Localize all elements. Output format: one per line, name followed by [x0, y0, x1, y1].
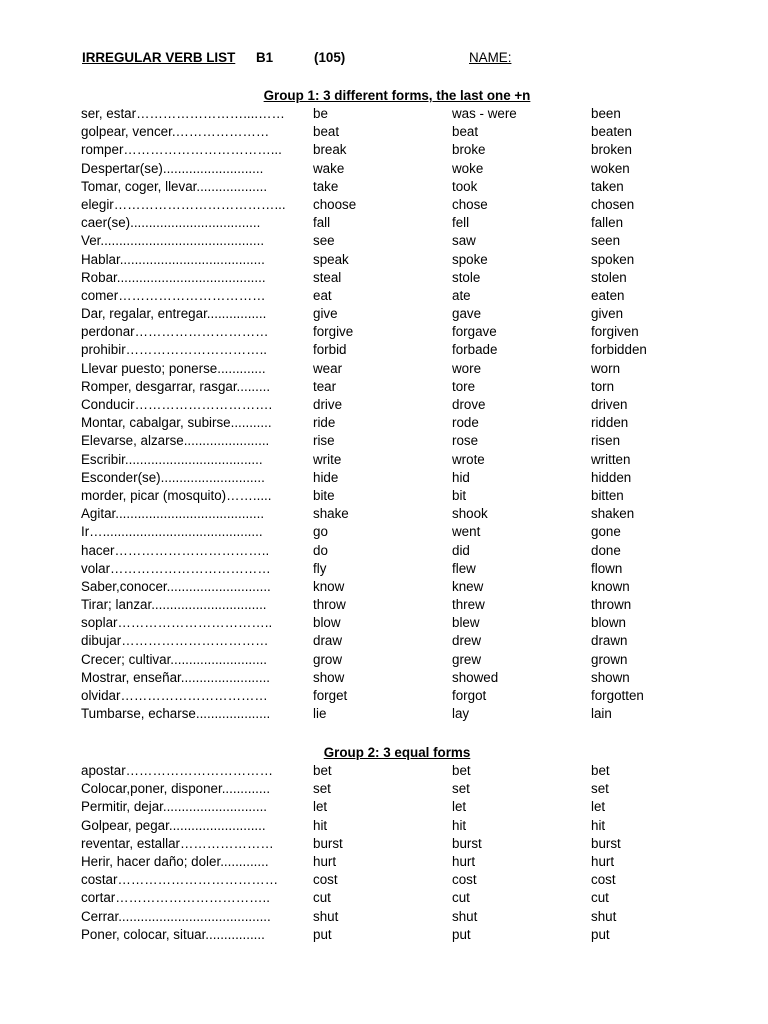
past-participle: eaten	[591, 287, 625, 303]
past-simple: hid	[452, 469, 470, 485]
infinitive: choose	[313, 196, 357, 212]
spanish-meaning: romper……………………………...	[81, 142, 282, 158]
page-header	[0, 50, 768, 68]
past-simple: forgave	[452, 324, 497, 340]
past-participle: driven	[591, 397, 628, 412]
past-participle: chosen	[591, 196, 635, 212]
spanish-meaning: Poner, colocar, situar................	[81, 926, 265, 942]
spanish-meaning: Dar, regalar, entregar................	[81, 306, 267, 322]
past-participle: ridden	[591, 415, 629, 431]
past-simple: let	[452, 799, 467, 815]
past-simple: blew	[452, 615, 480, 631]
spanish-meaning: Tumbarse, echarse....................	[81, 706, 271, 722]
spanish-meaning: prohibir…………………………..	[81, 342, 268, 358]
infinitive: hide	[313, 469, 339, 485]
spanish-meaning: Saber,conocer............................	[81, 578, 271, 594]
verb-count: (105)	[314, 50, 346, 65]
past-simple: drew	[452, 633, 482, 649]
infinitive: break	[313, 142, 347, 158]
past-participle: forgotten	[591, 688, 644, 703]
verb-row	[0, 488, 768, 506]
infinitive: forget	[313, 688, 348, 703]
spanish-meaning: Elevarse, alzarse.......................	[81, 433, 270, 449]
past-participle: cut	[591, 890, 609, 906]
name-label: NAME:	[469, 50, 512, 65]
past-participle: done	[591, 542, 621, 558]
past-participle: worn	[591, 360, 621, 376]
spanish-meaning: Escribir.....................................	[81, 451, 263, 467]
past-participle: grown	[591, 651, 628, 667]
group-2-title: Group 2: 3 equal forms	[323, 745, 471, 760]
group-2-table	[0, 763, 768, 945]
spanish-meaning: Llevar puesto; ponerse.............	[81, 360, 266, 376]
past-simple: showed	[452, 669, 499, 685]
past-participle: been	[591, 106, 621, 121]
verb-row	[0, 288, 768, 306]
spanish-meaning: olvidar……………………………	[81, 688, 268, 703]
past-participle: shut	[591, 908, 617, 924]
infinitive: cost	[313, 872, 338, 888]
verb-row	[0, 361, 768, 379]
infinitive: shake	[313, 506, 349, 522]
infinitive: shut	[313, 908, 339, 924]
past-simple: set	[452, 781, 470, 797]
infinitive: forgive	[313, 324, 354, 340]
infinitive: wear	[313, 360, 343, 376]
infinitive: ride	[313, 415, 336, 431]
past-participle: forbidden	[591, 342, 647, 358]
past-participle: drawn	[591, 633, 628, 649]
past-simple: forgot	[452, 688, 487, 703]
verb-row	[0, 818, 768, 836]
infinitive: set	[313, 781, 331, 797]
infinitive: steal	[313, 269, 342, 285]
past-simple: tore	[452, 378, 476, 394]
past-simple: stole	[452, 269, 481, 285]
past-participle: hurt	[591, 853, 615, 869]
past-simple: spoke	[452, 251, 488, 267]
spanish-meaning: cortar……………………………..	[81, 890, 270, 906]
past-participle: beaten	[591, 124, 632, 140]
spanish-meaning: Despertar(se)...........................	[81, 160, 264, 176]
past-simple: threw	[452, 597, 485, 613]
past-participle: flown	[591, 560, 623, 576]
spanish-meaning: volar………………………………	[81, 560, 271, 576]
infinitive: give	[313, 306, 338, 322]
verb-row	[0, 233, 768, 251]
verb-row	[0, 397, 768, 415]
spanish-meaning: morder, picar (mosquito)…….....	[81, 487, 272, 503]
infinitive: cut	[313, 890, 331, 906]
past-simple: burst	[452, 835, 482, 851]
past-simple: beat	[452, 124, 479, 140]
past-participle: given	[591, 306, 624, 322]
past-participle: forgiven	[591, 324, 639, 340]
spanish-meaning: golpear, vencer.…………………	[81, 124, 270, 140]
past-simple: went	[452, 524, 481, 540]
past-participle: written	[591, 451, 631, 467]
past-participle: lain	[591, 706, 612, 722]
past-participle: broken	[591, 142, 632, 158]
infinitive: show	[313, 669, 345, 685]
spanish-meaning: ser, estar……………………....……	[81, 106, 285, 121]
verb-row	[0, 890, 768, 908]
group-1-table	[0, 106, 768, 724]
past-participle: shaken	[591, 506, 635, 522]
past-participle: shown	[591, 669, 630, 685]
infinitive: lie	[313, 706, 327, 722]
past-simple: forbade	[452, 342, 498, 358]
spanish-meaning: Robar........................................	[81, 269, 266, 285]
past-simple: drove	[452, 397, 486, 412]
past-participle: known	[591, 578, 630, 594]
verb-row	[0, 470, 768, 488]
spanish-meaning: Golpear, pegar..........................	[81, 817, 266, 833]
past-participle: taken	[591, 178, 624, 194]
infinitive: fall	[313, 215, 331, 231]
past-simple: took	[452, 178, 478, 194]
infinitive: bet	[313, 763, 332, 778]
spanish-meaning: perdonar…………………………	[81, 324, 269, 340]
infinitive: hit	[313, 817, 328, 833]
infinitive: tear	[313, 378, 337, 394]
verb-row	[0, 106, 768, 124]
past-simple: rode	[452, 415, 479, 431]
spanish-meaning: Romper, desgarrar, rasgar.........	[81, 378, 271, 394]
spanish-meaning: dibujar……………………………	[81, 633, 269, 649]
past-simple: knew	[452, 578, 484, 594]
past-simple: bet	[452, 763, 471, 778]
spanish-meaning: hacer……………………………..	[81, 542, 270, 558]
verb-row	[0, 615, 768, 633]
verb-row	[0, 633, 768, 651]
infinitive: blow	[313, 615, 341, 631]
spanish-meaning: Ver............................................	[81, 233, 265, 249]
infinitive: do	[313, 542, 328, 558]
spanish-meaning: Permitir, dejar............................	[81, 799, 268, 815]
verb-row	[0, 342, 768, 360]
past-simple: cut	[452, 890, 470, 906]
group-1-title: Group 1: 3 different forms, the last one +n	[263, 88, 531, 103]
past-simple: rose	[452, 433, 479, 449]
verb-row	[0, 579, 768, 597]
verb-row	[0, 688, 768, 706]
past-participle: stolen	[591, 269, 627, 285]
spanish-meaning: Agitar........................................	[81, 506, 265, 522]
spanish-meaning: costar………………………………	[81, 872, 279, 888]
verb-row	[0, 197, 768, 215]
spanish-meaning: Conducir………………………….	[81, 397, 273, 412]
past-participle: blown	[591, 615, 626, 631]
verb-row	[0, 799, 768, 817]
verb-row	[0, 543, 768, 561]
verb-row	[0, 670, 768, 688]
past-simple: lay	[452, 706, 470, 722]
document-title: IRREGULAR VERB LIST	[82, 50, 236, 65]
infinitive: burst	[313, 835, 343, 851]
past-participle: hidden	[591, 469, 632, 485]
verb-row	[0, 179, 768, 197]
past-simple: chose	[452, 196, 488, 212]
past-simple: fell	[452, 215, 470, 231]
infinitive: speak	[313, 251, 349, 267]
infinitive: rise	[313, 433, 335, 449]
spanish-meaning: elegir………………………………...	[81, 196, 286, 212]
verb-row	[0, 142, 768, 160]
spanish-meaning: Tirar; lanzar...............................	[81, 597, 267, 613]
verb-row	[0, 854, 768, 872]
past-simple: shook	[452, 506, 488, 522]
past-participle: bet	[591, 763, 610, 778]
infinitive: write	[313, 451, 342, 467]
past-participle: hit	[591, 817, 606, 833]
verb-row	[0, 252, 768, 270]
past-simple: bit	[452, 487, 467, 503]
infinitive: know	[313, 578, 345, 594]
verb-row	[0, 524, 768, 542]
infinitive: see	[313, 233, 335, 249]
verb-row	[0, 763, 768, 781]
spanish-meaning: Ir…...........................................	[81, 524, 263, 540]
infinitive: put	[313, 926, 332, 942]
spanish-meaning: Montar, cabalgar, subirse...........	[81, 415, 272, 431]
verb-row	[0, 781, 768, 799]
past-simple: cost	[452, 872, 477, 888]
infinitive: drive	[313, 397, 343, 412]
past-simple: wrote	[452, 451, 485, 467]
infinitive: forbid	[313, 342, 347, 358]
past-simple: hit	[452, 817, 467, 833]
verb-row	[0, 270, 768, 288]
past-participle: thrown	[591, 597, 632, 613]
verb-row	[0, 927, 768, 945]
verb-row	[0, 909, 768, 927]
infinitive: throw	[313, 597, 346, 613]
infinitive: bite	[313, 487, 335, 503]
past-simple: wore	[452, 360, 482, 376]
infinitive: hurt	[313, 853, 337, 869]
past-participle: woken	[591, 160, 630, 176]
infinitive: go	[313, 524, 328, 540]
infinitive: fly	[313, 560, 327, 576]
verb-row	[0, 452, 768, 470]
infinitive: take	[313, 178, 339, 194]
verb-row	[0, 215, 768, 233]
past-simple: flew	[452, 560, 476, 576]
past-simple: saw	[452, 233, 476, 249]
infinitive: let	[313, 799, 328, 815]
past-simple: put	[452, 926, 471, 942]
spanish-meaning: Mostrar, enseñar........................	[81, 669, 271, 685]
spanish-meaning: comer……………………………	[81, 287, 266, 303]
spanish-meaning: Esconder(se)............................	[81, 469, 265, 485]
infinitive: draw	[313, 633, 343, 649]
spanish-meaning: soplar……………………………..	[81, 615, 273, 631]
infinitive: eat	[313, 287, 332, 303]
spanish-meaning: caer(se)...................................	[81, 215, 261, 231]
verb-row	[0, 872, 768, 890]
past-simple: woke	[452, 160, 484, 176]
past-simple: shut	[452, 908, 478, 924]
verb-row	[0, 706, 768, 724]
past-participle: cost	[591, 872, 616, 888]
verb-row	[0, 561, 768, 579]
past-participle: seen	[591, 233, 621, 249]
past-participle: set	[591, 781, 609, 797]
past-simple: ate	[452, 287, 471, 303]
level-label: B1	[256, 50, 274, 65]
spanish-meaning: Hablar.......................................	[81, 251, 265, 267]
past-simple: was - were	[452, 106, 517, 121]
verb-row	[0, 836, 768, 854]
infinitive: beat	[313, 124, 340, 140]
past-participle: burst	[591, 835, 621, 851]
spanish-meaning: Cerrar.........................................	[81, 908, 271, 924]
verb-row	[0, 161, 768, 179]
infinitive: grow	[313, 651, 343, 667]
past-simple: gave	[452, 306, 482, 322]
infinitive: wake	[313, 160, 345, 176]
past-participle: gone	[591, 524, 621, 540]
verb-row	[0, 415, 768, 433]
spanish-meaning: Herir, hacer daño; doler.............	[81, 853, 269, 869]
past-participle: bitten	[591, 487, 624, 503]
past-participle: let	[591, 799, 606, 815]
verb-row	[0, 506, 768, 524]
verb-row	[0, 324, 768, 342]
past-participle: torn	[591, 378, 615, 394]
verb-row	[0, 652, 768, 670]
past-simple: hurt	[452, 853, 476, 869]
verb-row	[0, 379, 768, 397]
past-simple: grew	[452, 651, 482, 667]
verb-row	[0, 306, 768, 324]
spanish-meaning: Tomar, coger, llevar...................	[81, 178, 268, 194]
verb-row	[0, 433, 768, 451]
spanish-meaning: reventar, estallar…………………	[81, 835, 274, 851]
infinitive: be	[313, 106, 328, 121]
past-simple: did	[452, 542, 470, 558]
past-participle: fallen	[591, 215, 624, 231]
past-simple: broke	[452, 142, 486, 158]
past-participle: risen	[591, 433, 621, 449]
spanish-meaning: Colocar,poner, disponer.............	[81, 781, 271, 797]
verb-row	[0, 124, 768, 142]
spanish-meaning: apostar……………………………	[81, 763, 273, 778]
spanish-meaning: Crecer; cultivar..........................	[81, 651, 268, 667]
past-participle: put	[591, 926, 610, 942]
past-participle: spoken	[591, 251, 635, 267]
verb-row	[0, 597, 768, 615]
